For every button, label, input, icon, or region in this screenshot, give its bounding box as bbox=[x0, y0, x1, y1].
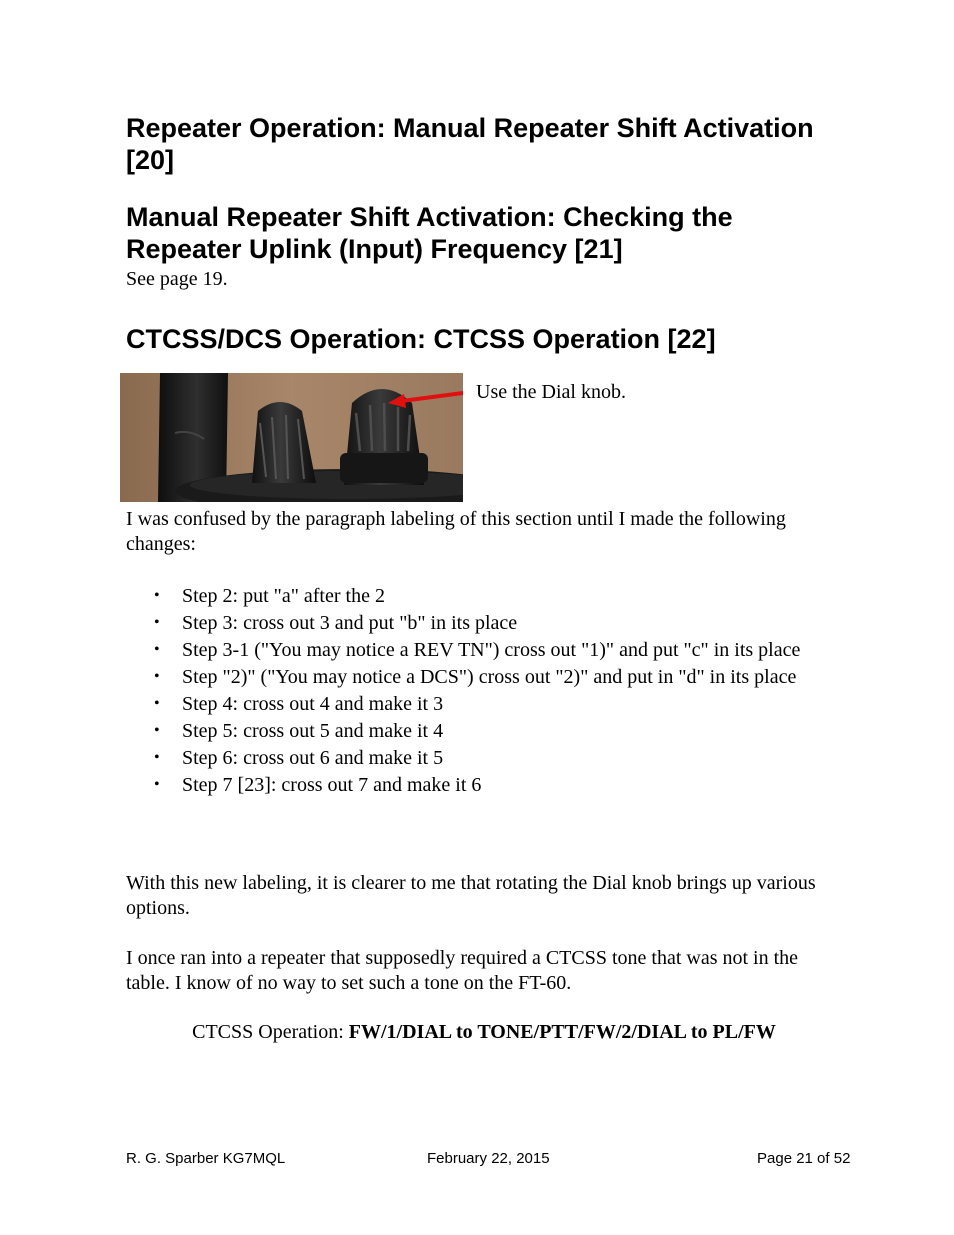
labeling-paragraph: With this new labeling, it is clearer to me that rotating the Dial knob brings up various options. bbox=[126, 872, 816, 919]
repeater-tone-paragraph: I once ran into a repeater that supposedly required a CTCSS tone that was not in the table. I know of no way to set such a tone on the FT-60. bbox=[126, 947, 799, 994]
footer-author: R. G. Sparber KG7MQL bbox=[126, 1150, 286, 1167]
radio-knobs-photo bbox=[120, 373, 463, 502]
bullet-icon: • bbox=[154, 668, 160, 685]
bullet-icon: • bbox=[154, 749, 160, 766]
list-item: • Step 6: cross out 6 and make it 5 bbox=[154, 747, 444, 769]
bullet-icon: • bbox=[154, 776, 160, 793]
list-item: • Step 2: put "a" after the 2 bbox=[154, 585, 385, 607]
command-label: CTCSS Operation: bbox=[192, 1021, 349, 1043]
see-page-reference: See page 19. bbox=[126, 268, 228, 290]
bullet-icon: • bbox=[154, 641, 160, 658]
list-item: • Step "2)" ("You may notice a DCS") cross out "2)" and put in "d" in its place bbox=[154, 666, 797, 688]
heading-manual-repeater-shift: Repeater Operation: Manual Repeater Shift Activation [20] bbox=[126, 113, 814, 175]
bullet-icon: • bbox=[154, 587, 160, 604]
list-item: • Step 5: cross out 5 and make it 4 bbox=[154, 720, 444, 742]
list-item: • Step 7 [23]: cross out 7 and make it 6 bbox=[154, 774, 482, 796]
command-keys: FW/1/DIAL to TONE/PTT/FW/2/DIAL to PL/FW bbox=[348, 1021, 776, 1043]
bullet-icon: • bbox=[154, 722, 160, 739]
list-item: • Step 3: cross out 3 and put "b" in its place bbox=[154, 612, 518, 634]
list-item: • Step 3-1 ("You may notice a REV TN") cross out "1)" and put "c" in its place bbox=[154, 639, 801, 661]
heading-ctcss-operation: CTCSS/DCS Operation: CTCSS Operation [22] bbox=[126, 324, 716, 354]
bullet-icon: • bbox=[154, 695, 160, 712]
footer-page-number: Page 21 of 52 bbox=[757, 1150, 851, 1167]
list-item: • Step 4: cross out 4 and make it 3 bbox=[154, 693, 444, 715]
changes-list bbox=[126, 583, 826, 799]
ctcss-command-sequence bbox=[126, 1020, 842, 1045]
dial-knob-callout: Use the Dial knob. bbox=[476, 381, 626, 403]
heading-checking-uplink-frequency: Manual Repeater Shift Activation: Checking the Repeater Uplink (Input) Frequency [21] bbox=[126, 202, 733, 264]
footer-date: February 22, 2015 bbox=[427, 1150, 550, 1167]
intro-paragraph: I was confused by the paragraph labeling of this section until I made the following changes: bbox=[126, 508, 786, 555]
bullet-icon: • bbox=[154, 614, 160, 631]
